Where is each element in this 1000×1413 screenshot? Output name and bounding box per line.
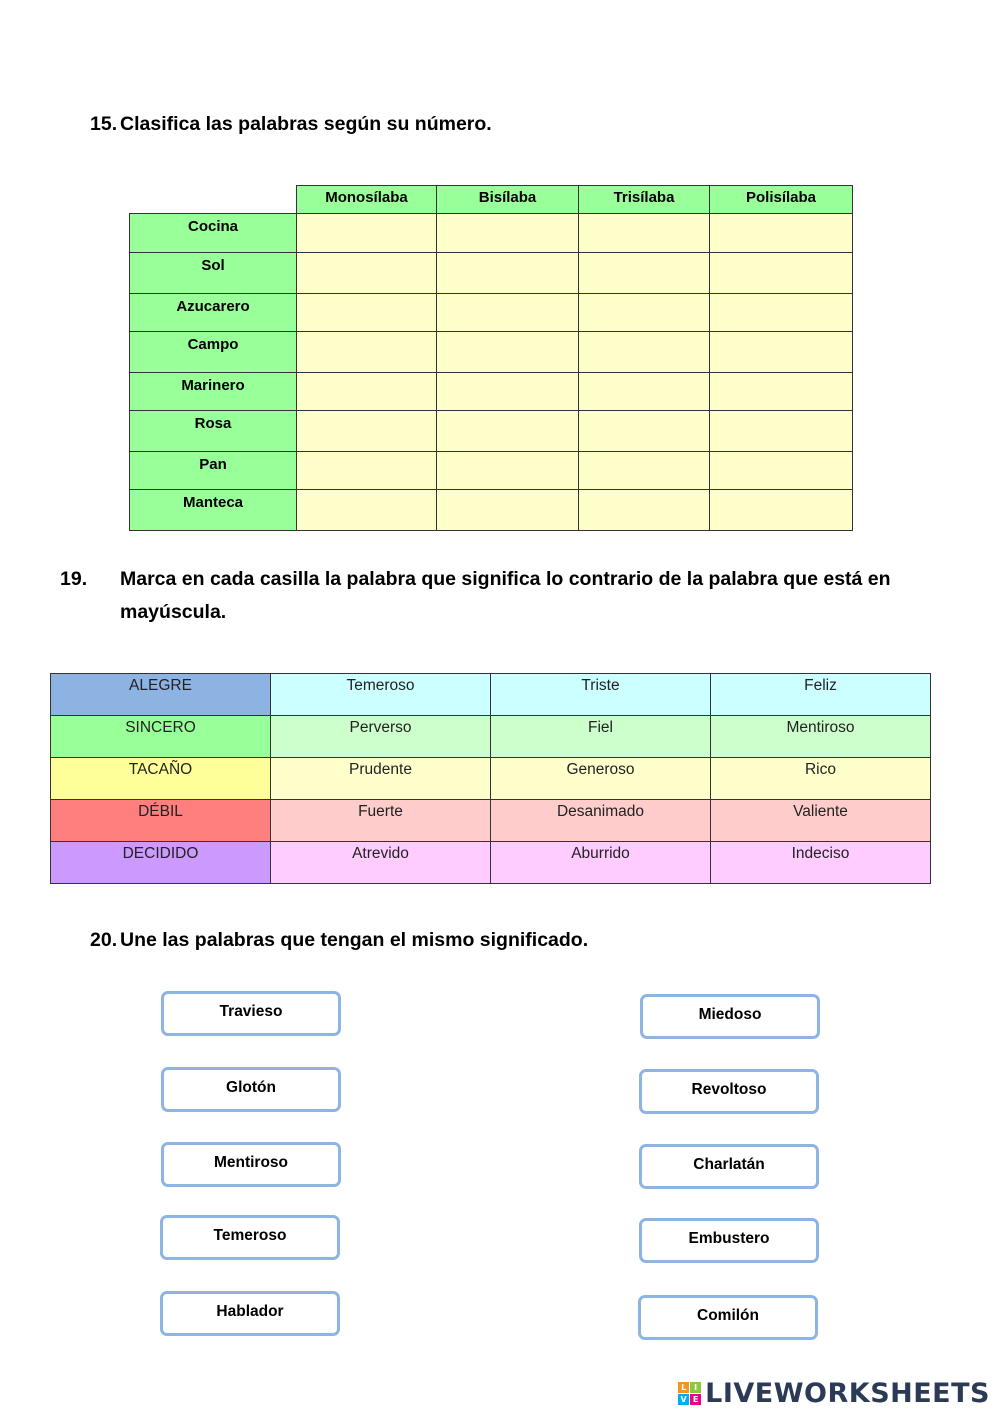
answer-cell[interactable] (437, 411, 579, 452)
q15-text: Clasifica las palabras según su número. (120, 113, 492, 135)
table-row (51, 800, 931, 842)
table-row (51, 674, 931, 716)
uppercase-word: ALEGRE (51, 674, 271, 716)
table-row (51, 716, 931, 758)
answer-cell[interactable] (297, 253, 437, 294)
match-right-box[interactable]: Revoltoso (639, 1069, 819, 1114)
antonym-option[interactable]: Prudente (271, 758, 491, 800)
q20-number: 20. (90, 929, 118, 951)
row-word: Campo (130, 332, 297, 373)
match-left-box[interactable]: Mentiroso (161, 1142, 341, 1187)
answer-cell[interactable] (579, 490, 710, 531)
col-header-trisilaba: Trisílaba (579, 186, 710, 214)
col-header-monosilaba: Monosílaba (297, 186, 437, 214)
match-left-box[interactable]: Temeroso (160, 1215, 340, 1260)
antonym-option[interactable]: Rico (711, 758, 931, 800)
uppercase-word: SINCERO (51, 716, 271, 758)
logo-text: LIVEWORKSHEETS (705, 1377, 990, 1409)
answer-cell[interactable] (437, 373, 579, 411)
answer-cell[interactable] (297, 452, 437, 490)
answer-cell[interactable] (579, 452, 710, 490)
q19-text: Marca en cada casilla la palabra que significa lo contrario de la palabra que está en mayúscula. (120, 568, 891, 623)
answer-cell[interactable] (297, 373, 437, 411)
antonym-option[interactable]: Mentiroso (711, 716, 931, 758)
col-header-bisilaba: Bisílaba (437, 186, 579, 214)
uppercase-word: DÉBIL (51, 800, 271, 842)
logo-letter-l: L (678, 1382, 689, 1393)
antonym-option[interactable]: Feliz (711, 674, 931, 716)
answer-cell[interactable] (437, 490, 579, 531)
logo-mark-icon (678, 1382, 701, 1405)
logo-letter-v: V (678, 1394, 689, 1405)
row-word: Rosa (130, 411, 297, 452)
col-header-polisilaba: Polisílaba (710, 186, 853, 214)
answer-cell[interactable] (710, 253, 853, 294)
antonym-option[interactable]: Atrevido (271, 842, 491, 884)
antonym-option[interactable]: Triste (491, 674, 711, 716)
table-row (130, 411, 853, 452)
answer-cell[interactable] (437, 294, 579, 332)
antonym-option[interactable]: Valiente (711, 800, 931, 842)
match-left-box[interactable]: Glotón (161, 1067, 341, 1112)
table-row (130, 253, 853, 294)
answer-cell[interactable] (437, 332, 579, 373)
answer-cell[interactable] (710, 452, 853, 490)
answer-cell[interactable] (710, 214, 853, 253)
table-row (130, 373, 853, 411)
answer-cell[interactable] (297, 490, 437, 531)
answer-cell[interactable] (710, 294, 853, 332)
match-right-box[interactable]: Charlatán (639, 1144, 819, 1189)
answer-cell[interactable] (710, 332, 853, 373)
antonym-option[interactable]: Fuerte (271, 800, 491, 842)
answer-cell[interactable] (437, 253, 579, 294)
antonym-option[interactable]: Perverso (271, 716, 491, 758)
antonym-option[interactable]: Indeciso (711, 842, 931, 884)
answer-cell[interactable] (297, 214, 437, 253)
uppercase-word: TACAÑO (51, 758, 271, 800)
antonym-option[interactable]: Aburrido (491, 842, 711, 884)
answer-cell[interactable] (579, 411, 710, 452)
match-left-box[interactable]: Travieso (161, 991, 341, 1036)
row-word: Manteca (130, 490, 297, 531)
q20-text: Une las palabras que tengan el mismo significado. (120, 929, 589, 951)
antonym-table (50, 673, 931, 884)
row-word: Sol (130, 253, 297, 294)
match-right-box[interactable]: Miedoso (640, 994, 820, 1039)
table-row (130, 490, 853, 531)
answer-cell[interactable] (579, 373, 710, 411)
table-row (130, 214, 853, 253)
table-row (51, 758, 931, 800)
answer-cell[interactable] (579, 332, 710, 373)
q20-title (90, 924, 588, 957)
answer-cell[interactable] (579, 294, 710, 332)
antonym-option[interactable]: Fiel (491, 716, 711, 758)
answer-cell[interactable] (579, 253, 710, 294)
q15-title (90, 108, 492, 141)
match-right-box[interactable]: Comilón (638, 1295, 818, 1340)
answer-cell[interactable] (710, 373, 853, 411)
antonym-option[interactable]: Desanimado (491, 800, 711, 842)
table-row (51, 842, 931, 884)
table-corner (130, 186, 297, 214)
answer-cell[interactable] (710, 490, 853, 531)
row-word: Pan (130, 452, 297, 490)
liveworksheets-logo (678, 1377, 990, 1409)
q19-number: 19. (60, 568, 88, 590)
logo-letter-i: I (690, 1382, 701, 1393)
antonym-option[interactable]: Temeroso (271, 674, 491, 716)
table-row (130, 452, 853, 490)
uppercase-word: DECIDIDO (51, 842, 271, 884)
logo-letter-e: E (690, 1394, 701, 1405)
row-word: Azucarero (130, 294, 297, 332)
answer-cell[interactable] (297, 332, 437, 373)
answer-cell[interactable] (297, 411, 437, 452)
antonym-option[interactable]: Generoso (491, 758, 711, 800)
answer-cell[interactable] (437, 452, 579, 490)
q15-number: 15. (90, 113, 118, 135)
table-row (130, 332, 853, 373)
q19-title (60, 563, 970, 629)
row-word: Cocina (130, 214, 297, 253)
answer-cell[interactable] (579, 214, 710, 253)
answer-cell[interactable] (297, 294, 437, 332)
syllable-table (129, 185, 853, 531)
table-row (130, 294, 853, 332)
answer-cell[interactable] (710, 411, 853, 452)
row-word: Marinero (130, 373, 297, 411)
answer-cell[interactable] (437, 214, 579, 253)
match-left-box[interactable]: Hablador (160, 1291, 340, 1336)
match-right-box[interactable]: Embustero (639, 1218, 819, 1263)
